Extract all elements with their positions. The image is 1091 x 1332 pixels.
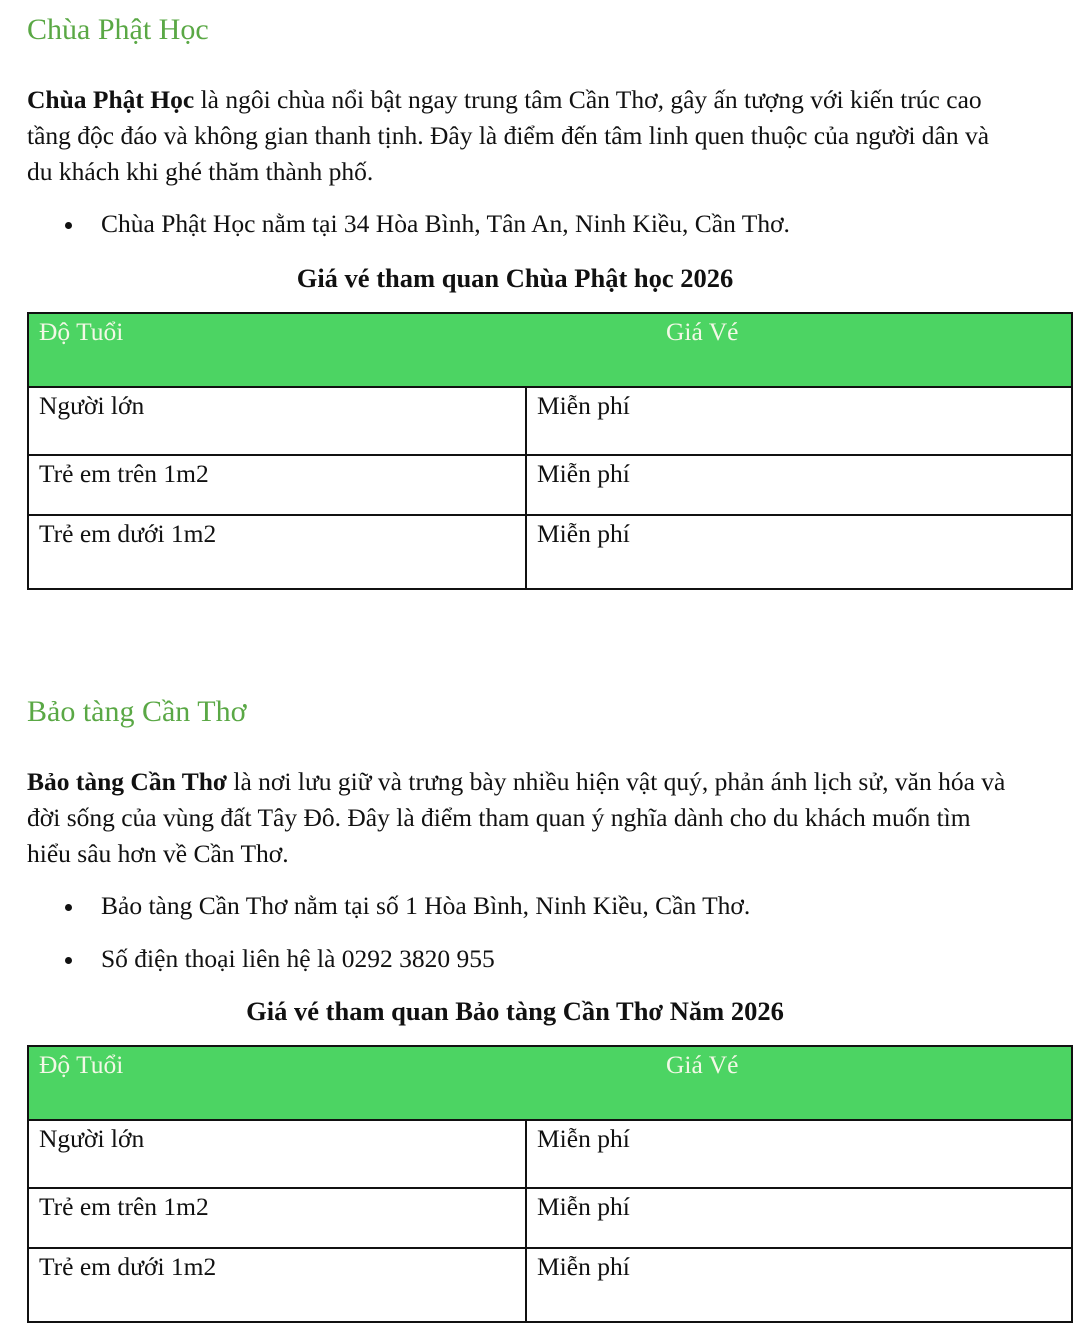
header-price: Giá Vé <box>526 313 1072 387</box>
bullet-icon <box>65 222 72 229</box>
header-price: Giá Vé <box>526 1046 1072 1120</box>
age-cell: Trẻ em trên 1m2 <box>28 1188 526 1248</box>
intro-paragraph <box>27 764 1017 872</box>
table-header-row <box>28 313 1072 387</box>
age-cell: Người lớn <box>28 387 526 455</box>
age-cell: Trẻ em dưới 1m2 <box>28 1248 526 1322</box>
table-row <box>28 1120 1072 1188</box>
price-cell: Miễn phí <box>526 1248 1072 1322</box>
table-row <box>28 387 1072 455</box>
header-age: Độ Tuổi <box>28 1046 526 1120</box>
age-cell: Người lớn <box>28 1120 526 1188</box>
intro-paragraph <box>27 82 1017 190</box>
price-cell: Miễn phí <box>526 1188 1072 1248</box>
price-cell: Miễn phí <box>526 387 1072 455</box>
section-chua-phat-hoc <box>27 12 1073 590</box>
info-list <box>27 888 1073 977</box>
table-row <box>28 1188 1072 1248</box>
price-table <box>27 312 1073 590</box>
section-bao-tang-can-tho <box>27 694 1073 1323</box>
table-row <box>28 515 1072 589</box>
intro-bold-name: Bảo tàng Cần Thơ <box>27 767 228 796</box>
list-item: Số điện thoại liên hệ là 0292 3820 955 <box>27 941 1073 977</box>
bullet-icon <box>65 904 72 911</box>
price-cell: Miễn phí <box>526 455 1072 515</box>
table-caption: Giá vé tham quan Bảo tàng Cần Thơ Năm 2026 <box>246 996 784 1026</box>
price-cell: Miễn phí <box>526 1120 1072 1188</box>
age-cell: Trẻ em trên 1m2 <box>28 455 526 515</box>
table-caption: Giá vé tham quan Chùa Phật học 2026 <box>296 263 734 293</box>
intro-text: là ngôi chùa nổi bật ngay trung tâm Cần Thơ, gây ấn tượng với kiến trúc cao tầng độc đáo và không gian thanh tịnh. Đây là điểm đến tâm linh quen thuộc của người dân và du khách khi ghé thăm thành phố. <box>27 85 990 186</box>
list-item: Bảo tàng Cần Thơ nằm tại số 1 Hòa Bình, Ninh Kiều, Cần Thơ. <box>27 888 1073 924</box>
table-row <box>28 1248 1072 1322</box>
age-cell: Trẻ em dưới 1m2 <box>28 515 526 589</box>
intro-text: là nơi lưu giữ và trưng bày nhiều hiện vật quý, phản ánh lịch sử, văn hóa và đời sống của vùng đất Tây Đô. Đây là điểm tham quan ý nghĩa dành cho du khách muốn tìm hiểu sâu hơn về Cần Thơ. <box>27 767 1006 868</box>
price-table <box>27 1045 1073 1323</box>
info-list <box>27 206 1073 242</box>
price-cell: Miễn phí <box>526 515 1072 589</box>
table-row <box>28 455 1072 515</box>
table-header-row <box>28 1046 1072 1120</box>
bullet-icon <box>65 957 72 964</box>
section-heading: Chùa Phật Học <box>27 13 209 46</box>
section-heading: Bảo tàng Cần Thơ <box>27 695 247 728</box>
header-age: Độ Tuổi <box>28 313 526 387</box>
list-item: Chùa Phật Học nằm tại 34 Hòa Bình, Tân An, Ninh Kiều, Cần Thơ. <box>27 206 1073 242</box>
intro-bold-name: Chùa Phật Học <box>27 85 195 114</box>
